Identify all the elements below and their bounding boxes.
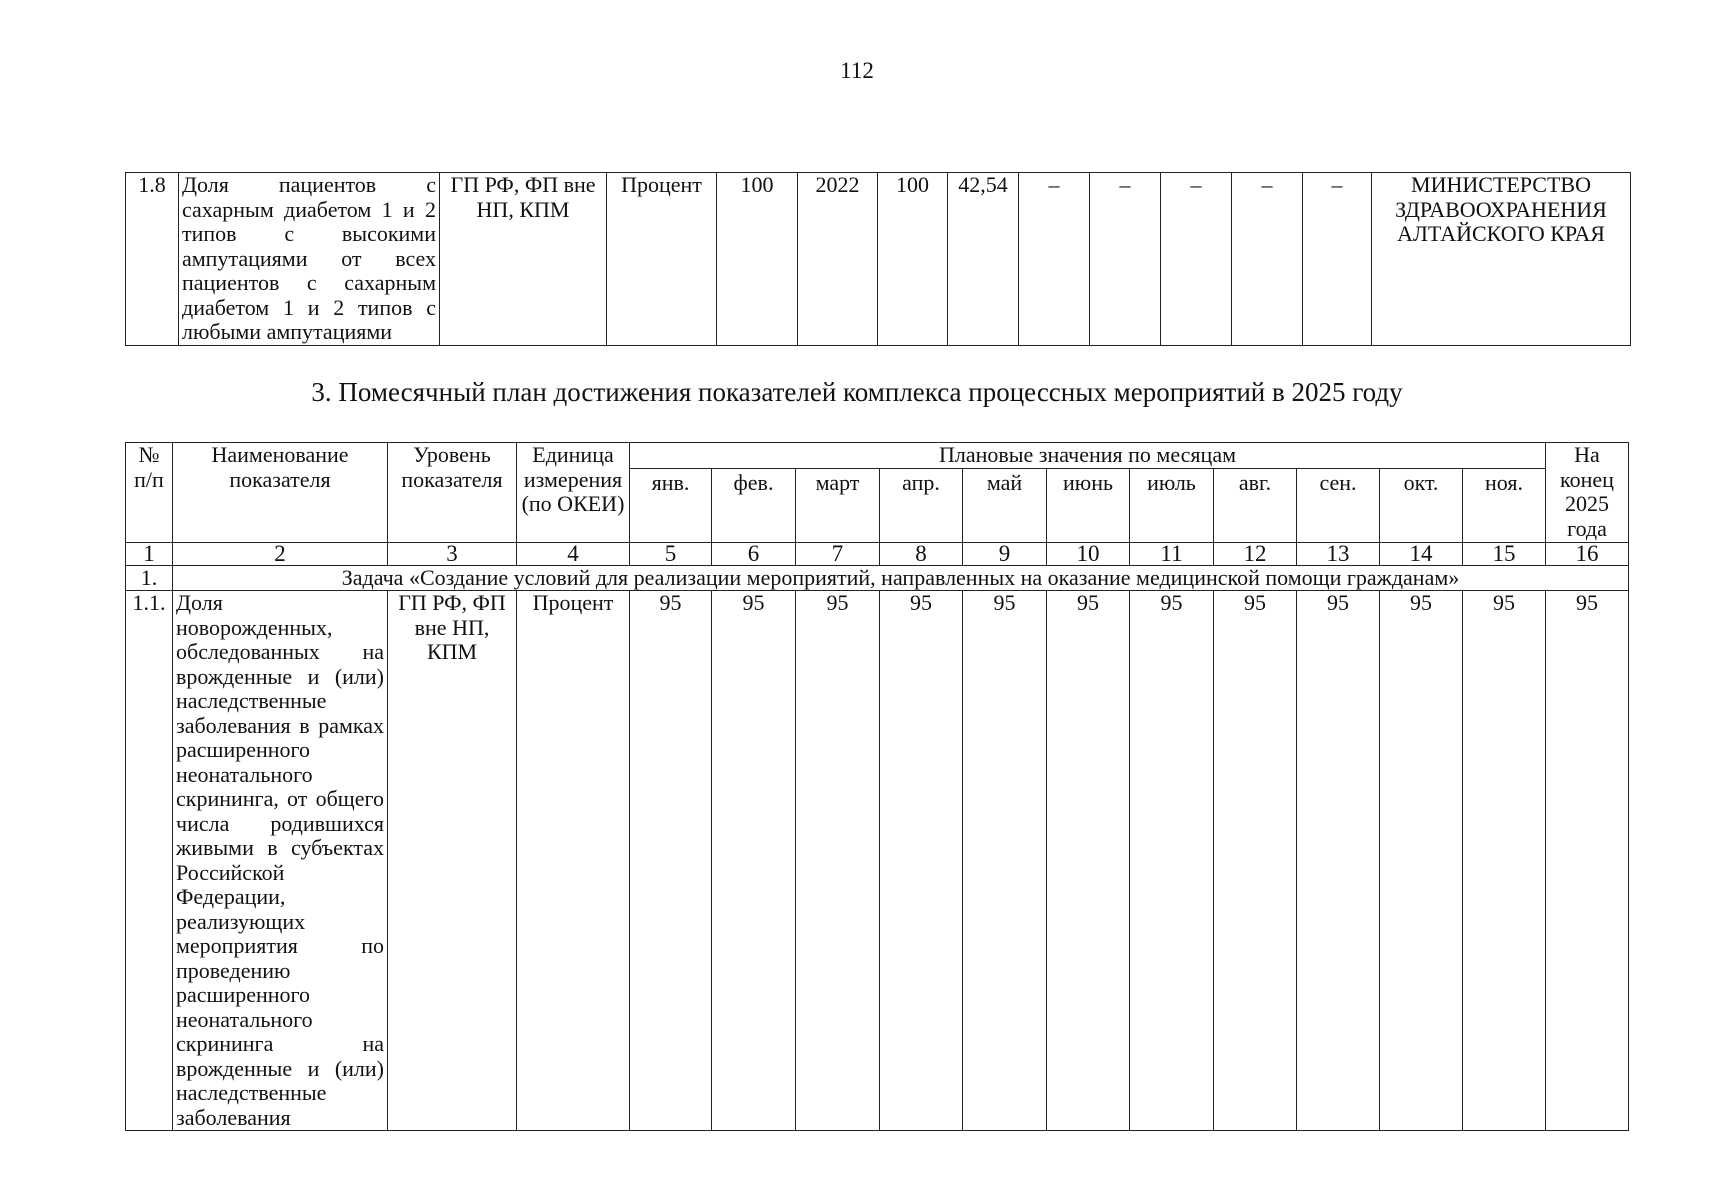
row-number: 1.8	[126, 173, 179, 346]
base-year: 2022	[798, 173, 878, 346]
column-number: 7	[796, 542, 880, 565]
task-row	[126, 565, 1629, 591]
month-header: июль	[1130, 468, 1214, 542]
month-header: авг.	[1214, 468, 1297, 542]
month-value: 95	[1297, 591, 1380, 1131]
month-header: май	[963, 468, 1047, 542]
monthly-plan-table	[125, 442, 1629, 1131]
column-number: 16	[1546, 542, 1629, 565]
indicator-name: Доля новорожденных, обследованных на врожденные и (или) наследственные заболевания в рамках расширенного неонатального скрининга, от общего числа родившихся живыми в субъектах Российской Федерации, реализующих мероприятия по проведению расширенного неонатального скрининга на врожденные и (или) наследственные заболевания	[173, 591, 388, 1131]
month-value: 95	[796, 591, 880, 1131]
table-row	[126, 591, 1629, 1131]
month-header: сен.	[1297, 468, 1380, 542]
dash-cell: –	[1090, 173, 1161, 346]
responsible-organization: МИНИСТЕРСТВО ЗДРАВООХРАНЕНИЯ АЛТАЙСКОГО КРАЯ	[1372, 173, 1631, 346]
page-number: 112	[840, 58, 874, 83]
column-number: 9	[963, 542, 1047, 565]
month-header: ноя.	[1463, 468, 1546, 542]
header-row	[126, 443, 1629, 469]
column-number: 1	[126, 542, 173, 565]
indicator-level: ГП РФ, ФП вне НП, КПМ	[388, 591, 517, 1131]
month-header: апр.	[880, 468, 963, 542]
section-title: 3. Помесячный план достижения показателей комплекса процессных мероприятий в 2025 году	[311, 377, 1403, 407]
column-number: 10	[1047, 542, 1130, 565]
header-name: Наименование показателя	[173, 443, 388, 543]
table-row	[126, 173, 1631, 346]
header-num: № п/п	[126, 443, 173, 543]
column-number: 5	[630, 542, 712, 565]
row-number: 1.1.	[126, 591, 173, 1131]
dash-cell: –	[1019, 173, 1090, 346]
header-end: На конец 2025 года	[1546, 443, 1629, 543]
month-value: 95	[1463, 591, 1546, 1131]
column-number: 15	[1463, 542, 1546, 565]
column-number: 12	[1214, 542, 1297, 565]
column-number: 6	[712, 542, 796, 565]
header-unit: Единица измерения (по ОКЕИ)	[517, 443, 630, 543]
column-number: 11	[1130, 542, 1214, 565]
indicator-unit: Процент	[517, 591, 630, 1131]
value-cell: 42,54	[948, 173, 1019, 346]
month-header: фев.	[712, 468, 796, 542]
indicator-name: Доля пациентов с сахарным диабетом 1 и 2 типов с высокими ампутациями от всех пациентов с сахарным диабетом 1 и 2 типов с любыми ампутациями	[179, 173, 440, 346]
year-end-value: 95	[1546, 591, 1629, 1131]
month-value: 95	[1047, 591, 1130, 1131]
month-value: 95	[963, 591, 1047, 1131]
month-value: 95	[712, 591, 796, 1131]
month-header: янв.	[630, 468, 712, 542]
previous-indicators-table	[125, 172, 1631, 346]
month-value: 95	[1214, 591, 1297, 1131]
base-value: 100	[717, 173, 798, 346]
month-value: 95	[630, 591, 712, 1131]
column-number: 13	[1297, 542, 1380, 565]
value-cell: 100	[878, 173, 948, 346]
month-value: 95	[1130, 591, 1214, 1131]
task-title: Задача «Создание условий для реализации мероприятий, направленных на оказание медицинской помощи гражданам»	[173, 565, 1629, 591]
column-number: 2	[173, 542, 388, 565]
header-planned: Плановые значения по месяцам	[630, 443, 1546, 469]
column-numbers-row	[126, 542, 1629, 565]
column-number: 3	[388, 542, 517, 565]
month-value: 95	[880, 591, 963, 1131]
dash-cell: –	[1303, 173, 1372, 346]
indicator-level: ГП РФ, ФП вне НП, КПМ	[440, 173, 607, 346]
month-header: окт.	[1380, 468, 1463, 542]
column-number: 8	[880, 542, 963, 565]
month-header: июнь	[1047, 468, 1130, 542]
dash-cell: –	[1232, 173, 1303, 346]
task-number: 1.	[126, 565, 173, 591]
column-number: 14	[1380, 542, 1463, 565]
dash-cell: –	[1161, 173, 1232, 346]
month-header: март	[796, 468, 880, 542]
header-level: Уровень показателя	[388, 443, 517, 543]
column-number: 4	[517, 542, 630, 565]
indicator-unit: Процент	[607, 173, 717, 346]
month-value: 95	[1380, 591, 1463, 1131]
